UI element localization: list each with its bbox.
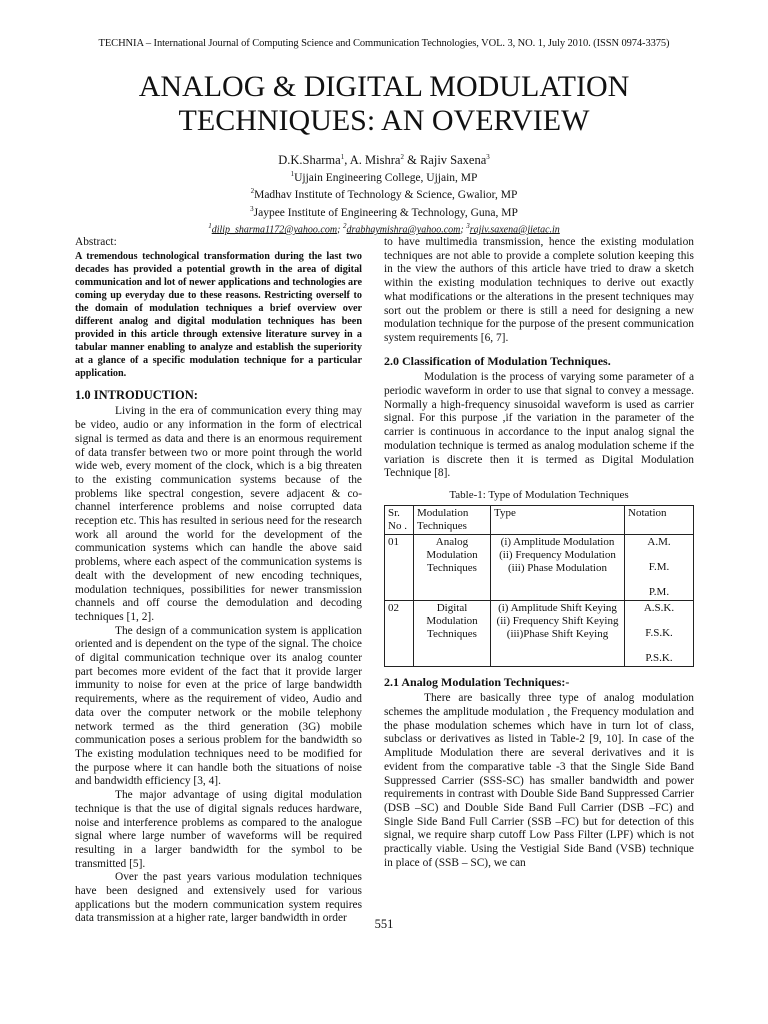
notation-item: F.M.	[648, 560, 670, 573]
author-names	[0, 150, 768, 168]
type-item: (iii) Phase Modulation	[508, 561, 607, 574]
author-block	[0, 150, 768, 237]
table-cell-notation	[625, 600, 694, 666]
section-2-heading: 2.0 Classification of Modulation Techniques.	[384, 353, 611, 368]
right-column	[384, 236, 694, 871]
table-cell-types	[491, 600, 625, 666]
intro-paragraph-2: The design of a communication system is application oriented and is dependent on the type of the signal. The choice of digital communication technique over its analog counter part becomes more evident of the fact that it provide larger immunity to noise for even at the price of large bandwidth requirements, where as the requirement of video, Audio and data over the computer network or the mobile telephony network termed as the third generation (3G) mobile communication poses a serious problem for the bandwidth so The existing modulation techniques need to be modified for the purpose where it can handle both the situations of noise and bandwidth efficiency [3, 4].	[75, 624, 362, 788]
table-cell-sr: 02	[385, 600, 414, 666]
email-1-link[interactable]: dilip_sharma1172@yahoo.com	[211, 224, 338, 236]
modulation-table	[384, 505, 694, 667]
aff-2-sup: 2	[250, 187, 255, 196]
email-3-sup: 3	[466, 222, 470, 231]
email-3-link[interactable]: rajiv.saxena@jietac.in	[469, 224, 560, 236]
email-line: $^1$dilip_sharma1172@yahoo.com; $^2$drabhaymishra@yahoo.com; $^3$rajiv.saxena@jietac.in	[208, 222, 560, 236]
author-3: Rajiv Saxena	[419, 153, 487, 168]
aff-1-text: Ujjain Engineering College, Ujjain, MP	[294, 171, 478, 184]
table-caption: Table-1: Type of Modulation Techniques	[449, 488, 629, 501]
section-2-1-heading: 2.1 Analog Modulation Techniques:-	[384, 674, 570, 689]
author-2: A. Mishra	[349, 153, 401, 168]
table-cell-technique: Digital Modulation Techniques	[414, 600, 491, 666]
author-2-sup: 2	[400, 153, 404, 161]
type-item: (iii)Phase Shift Keying	[506, 627, 609, 640]
affiliation-3	[0, 203, 768, 220]
type-item: (ii) Frequency Modulation	[499, 548, 616, 561]
table-row	[385, 600, 694, 666]
table-header-cell: Sr. No .	[385, 505, 414, 534]
title-line-2: TECHNIQUES: AN OVERVIEW	[178, 104, 590, 137]
running-head: TECHNIA – International Journal of Computing Science and Communication Technologies, VOL. 3, NO. 1, July 2010. (ISSN 0974-3375)	[98, 38, 670, 49]
section-2-paragraph: Modulation is the process of varying some parameter of a periodic waveform in order to use that signal to convey a message. Normally a high-frequency sinusoidal waveform is used as carrier signal. For this purpose ,if the variation in the parameter of the carrier is continuous in accordance to the input analog signal the modulation technique is termed as analog modulation scheme if the variation is discrete then it is termed as Digital Modulation Technique [8].	[384, 371, 694, 480]
notation-item: P.S.K.	[645, 651, 673, 664]
email-1-sup: 1	[208, 222, 212, 231]
author-sep-1: ,	[344, 153, 350, 168]
page-number: 551	[374, 917, 394, 931]
author-1: D.K.Sharma	[278, 153, 341, 168]
abstract-label: Abstract:	[75, 236, 117, 248]
table-cell-notation	[625, 534, 694, 600]
notation-item: A.S.K.	[643, 601, 675, 614]
notation-item: F.S.K.	[645, 626, 673, 639]
intro-paragraph-3: The major advantage of using digital modulation technique is that the use of digital signals reduces hardware, noise and interference problems as compared to the analogue signal where large number of waveforms will be required resulting in a larger bandwidth for the symbol to be transmitted [5].	[75, 789, 362, 870]
author-sep-2: &	[403, 153, 420, 168]
aff-2-text: Madhav Institute of Technology & Science, Gwalior, MP	[254, 189, 518, 202]
abstract-text: A tremendous technological transformation during the last two decades has provided a potential growth in the area of digital communication and lot of newer applications and technologies are coming up everyday due to these reasons. Restricting overself to the domain of modulation techniques a brief overview over different analog and digital modulation techniques has been provided in this article through extensive literature survey in a tabular manner enabling to analyze and establish the superiority at a glance of a specific modulation technique for a particular application.	[75, 250, 362, 379]
intro-heading: 1.0 INTRODUCTION:	[75, 387, 198, 402]
table-row	[385, 534, 694, 600]
title-line-1: ANALOG & DIGITAL MODULATION	[138, 70, 630, 103]
left-column	[75, 236, 362, 926]
table-cell-sr: 01	[385, 534, 414, 600]
email-2-sup: 2	[342, 222, 347, 231]
email-2-link[interactable]: drabhaymishra@yahoo.com	[346, 224, 461, 236]
notation-item: P.M.	[648, 585, 670, 598]
table-cell-types	[491, 534, 625, 600]
aff-3-sup: 3	[250, 204, 254, 213]
table-header-cell: Type	[491, 505, 625, 534]
table-header-cell: Notation	[625, 505, 694, 534]
type-item: (ii) Frequency Shift Keying	[496, 614, 619, 627]
table-header-row	[385, 505, 694, 534]
notation-item: A.M.	[647, 535, 671, 548]
aff-3-text: Jaypee Institute of Engineering & Technology, Guna, MP	[253, 206, 518, 219]
section-2-1-paragraph: There are basically three type of analog modulation schemes the amplitude modulation , the Frequency modulation and the phase modulation schemes which have in turn lot of class, subclass or derivatives as listed in Table-2 [9, 10]. In case of the Amplitude Modulation there are several derivatives and it is evident from the comparative table -3 that the Single Side Band Suppressed Carrier (SSS-SC) has smaller bandwidth and power requirements in contrast with Double Side Band Suppressed Carrier (DSB –SC) and Double Side Band Full Carrier (DSB –FC) and Single Side Band Full Carrier (SSB –FC) but for detection of this signal, we require sharp cutoff Low Pass Filter (LPF) which is not practically viable. Using the Vestigial Side Band (VSB) technique in place of (SSB – SC), we can	[384, 692, 694, 869]
affiliation-2	[0, 185, 768, 202]
intro-paragraph-1: Living in the era of communication every thing may be video, audio or any information in the form of electrical signal is termed as data and there is an enormous requirement of data transfer between two or more point through the world wide web, every moment of the clock, which is a big threaten to the existing communication systems because of the problems like spectral congestion, severe adjacent & co-channel interference problems and noise corrupted data reception etc. This has resulted in serious need for the research work all around the world for the development of the communication systems which can handle the above said problems, where each aspect of the communication systems is dealt with the development of new encoding techniques, modulation techniques, possibilities for newer transmission channels and off course the demodulation and decoding techniques [1, 2].	[75, 405, 362, 623]
table-header-cell: Modulation Techniques	[414, 505, 491, 534]
author-1-sup: 1	[340, 153, 345, 161]
affiliation-1	[0, 168, 768, 185]
author-3-sup: 3	[486, 153, 490, 161]
intro-paragraph-4: Over the past years various modulation techniques have been designed and extensively used for various applications but the modern communication system requires data transmission at a higher rate, larger bandwidth in order	[75, 871, 362, 925]
type-item: (i) Amplitude Modulation	[500, 535, 615, 548]
paper-title	[0, 70, 768, 138]
aff-1-sup: 1	[290, 170, 295, 179]
table-cell-technique: Analog Modulation Techniques	[414, 534, 491, 600]
type-item: (i) Amplitude Shift Keying	[498, 601, 617, 614]
continued-paragraph: to have multimedia transmission, hence the existing modulation techniques are not able to provide a complete solution keeping this in the view the authors of this article have tried to draw a sketch within the existing modulation techniques to derive out exactly what modifications or the alterations in the present techniques may sort out the problem or there is still a need for designing a new modulation technique for the purpose of the present communication system requirements [6, 7].	[384, 236, 694, 344]
